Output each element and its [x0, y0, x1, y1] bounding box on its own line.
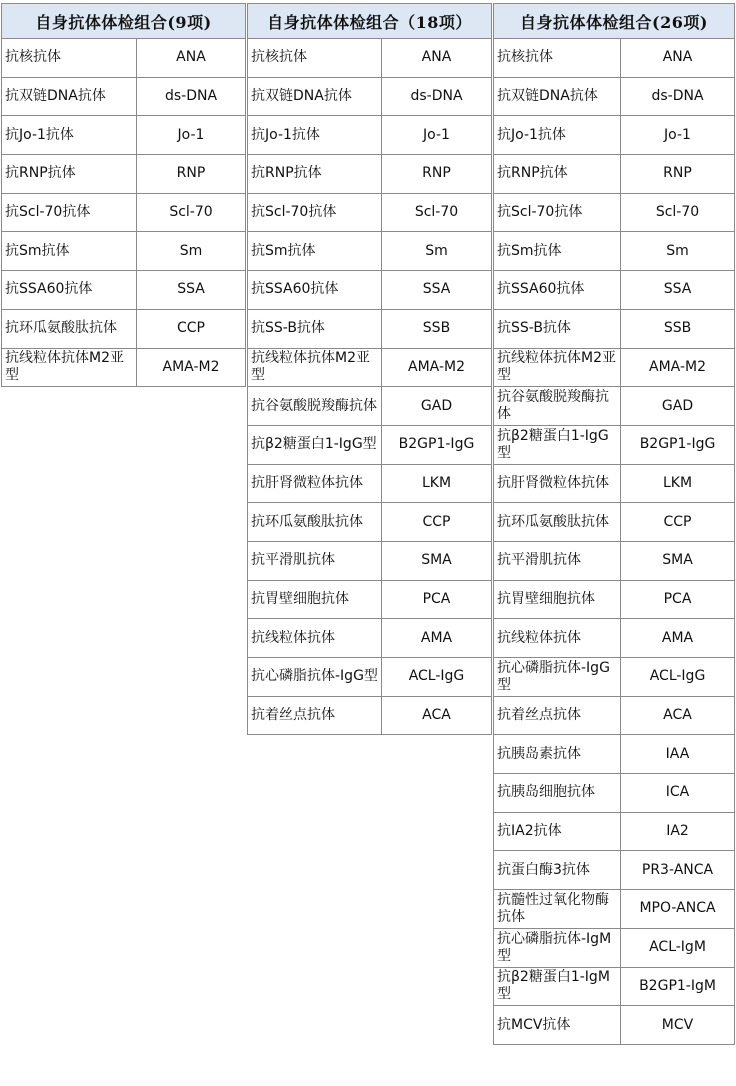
antibody-name: 抗双链DNA抗体	[494, 77, 621, 116]
antibody-name: 抗Jo-1抗体	[2, 116, 137, 155]
antibody-name: 抗Scl-70抗体	[2, 193, 137, 232]
table-row	[248, 580, 492, 619]
antibody-abbreviation: IA2	[621, 812, 735, 851]
antibody-abbreviation: RNP	[137, 155, 246, 194]
panel-26-items	[493, 3, 735, 1045]
panel-title: 自身抗体体检组合(26项)	[494, 4, 735, 39]
table-row	[494, 580, 735, 619]
table-row	[494, 890, 735, 929]
table-row	[494, 309, 735, 348]
antibody-abbreviation: ds-DNA	[621, 77, 735, 116]
antibody-name: 抗核抗体	[494, 39, 621, 78]
antibody-abbreviation: Jo-1	[382, 116, 492, 155]
antibody-name: 抗着丝点抗体	[494, 696, 621, 735]
table-row	[494, 193, 735, 232]
antibody-abbreviation: PR3-ANCA	[621, 851, 735, 890]
antibody-name: 抗MCV抗体	[494, 1006, 621, 1045]
antibody-name: 抗Jo-1抗体	[248, 116, 382, 155]
table-row	[248, 541, 492, 580]
antibody-name: 抗蛋白酶3抗体	[494, 851, 621, 890]
table-row	[494, 967, 735, 1006]
antibody-name: 抗SSA60抗体	[2, 271, 137, 310]
antibody-name: 抗心磷脂抗体-IgG型	[248, 658, 382, 697]
antibody-abbreviation: ACL-IgG	[621, 658, 735, 697]
antibody-abbreviation: ds-DNA	[382, 77, 492, 116]
antibody-abbreviation: IAA	[621, 735, 735, 774]
table-row	[2, 39, 246, 78]
antibody-name: 抗谷氨酸脱羧酶抗体	[494, 387, 621, 426]
antibody-abbreviation: ACL-IgM	[621, 928, 735, 967]
antibody-abbreviation: ICA	[621, 774, 735, 813]
antibody-abbreviation: Scl-70	[621, 193, 735, 232]
antibody-name: 抗IA2抗体	[494, 812, 621, 851]
table-row	[2, 77, 246, 116]
table-row	[248, 503, 492, 542]
antibody-abbreviation: Scl-70	[137, 193, 246, 232]
antibody-abbreviation: AMA	[382, 619, 492, 658]
antibody-name: 抗肝肾微粒体抗体	[248, 464, 382, 503]
antibody-abbreviation: B2GP1-IgM	[621, 967, 735, 1006]
table-row	[494, 464, 735, 503]
table-row	[494, 503, 735, 542]
panel-title: 自身抗体体检组合（18项）	[248, 4, 492, 39]
table-row	[248, 193, 492, 232]
antibody-abbreviation: RNP	[382, 155, 492, 194]
antibody-name: 抗线粒体抗体M2亚型	[494, 348, 621, 387]
antibody-abbreviation: SMA	[382, 541, 492, 580]
antibody-name: 抗SSA60抗体	[248, 271, 382, 310]
antibody-abbreviation: SMA	[621, 541, 735, 580]
antibody-name: 抗线粒体抗体M2亚型	[2, 348, 137, 387]
antibody-name: 抗Scl-70抗体	[248, 193, 382, 232]
antibody-name: 抗胰岛素抗体	[494, 735, 621, 774]
table-row	[248, 387, 492, 426]
antibody-abbreviation: PCA	[621, 580, 735, 619]
table-row	[494, 77, 735, 116]
antibody-abbreviation: MPO-ANCA	[621, 890, 735, 929]
antibody-name: 抗β2糖蛋白1-IgM型	[494, 967, 621, 1006]
antibody-name: 抗心磷脂抗体-IgM型	[494, 928, 621, 967]
table-row	[494, 851, 735, 890]
antibody-abbreviation: CCP	[137, 309, 246, 348]
table-row	[248, 348, 492, 387]
table-row	[248, 464, 492, 503]
table-row	[248, 77, 492, 116]
antibody-name: 抗环瓜氨酸肽抗体	[248, 503, 382, 542]
table-row	[494, 271, 735, 310]
antibody-abbreviation: SSB	[621, 309, 735, 348]
antibody-abbreviation: Scl-70	[382, 193, 492, 232]
antibody-abbreviation: SSA	[621, 271, 735, 310]
antibody-abbreviation: B2GP1-IgG	[621, 425, 735, 464]
table-row	[494, 155, 735, 194]
table-row	[2, 348, 246, 387]
panel-title: 自身抗体体检组合(9项)	[2, 4, 246, 39]
panel-9-items	[1, 3, 246, 387]
antibody-abbreviation: ACA	[382, 696, 492, 735]
antibody-abbreviation: Sm	[137, 232, 246, 271]
antibody-name: 抗环瓜氨酸肽抗体	[2, 309, 137, 348]
antibody-name: 抗核抗体	[248, 39, 382, 78]
antibody-name: 抗RNP抗体	[248, 155, 382, 194]
antibody-name: 抗β2糖蛋白1-IgG型	[248, 425, 382, 464]
table-row	[494, 39, 735, 78]
table-row	[494, 387, 735, 426]
table-row	[494, 696, 735, 735]
antibody-abbreviation: Sm	[621, 232, 735, 271]
antibody-abbreviation: RNP	[621, 155, 735, 194]
table-row	[248, 271, 492, 310]
antibody-abbreviation: LKM	[382, 464, 492, 503]
antibody-name: 抗着丝点抗体	[248, 696, 382, 735]
table-row	[494, 1006, 735, 1045]
antibody-abbreviation: SSB	[382, 309, 492, 348]
antibody-abbreviation: GAD	[382, 387, 492, 426]
antibody-abbreviation: Jo-1	[137, 116, 246, 155]
table-row	[494, 658, 735, 697]
antibody-abbreviation: SSA	[137, 271, 246, 310]
table-row	[494, 348, 735, 387]
antibody-name: 抗平滑肌抗体	[248, 541, 382, 580]
antibody-abbreviation: Jo-1	[621, 116, 735, 155]
antibody-name: 抗胰岛细胞抗体	[494, 774, 621, 813]
antibody-name: 抗谷氨酸脱羧酶抗体	[248, 387, 382, 426]
table-row	[2, 116, 246, 155]
antibody-abbreviation: B2GP1-IgG	[382, 425, 492, 464]
table-row	[2, 271, 246, 310]
antibody-abbreviation: GAD	[621, 387, 735, 426]
table-row	[494, 619, 735, 658]
antibody-name: 抗RNP抗体	[2, 155, 137, 194]
antibody-name: 抗胃壁细胞抗体	[248, 580, 382, 619]
antibody-abbreviation: CCP	[621, 503, 735, 542]
table-row	[494, 735, 735, 774]
table-row	[494, 425, 735, 464]
table-row	[248, 619, 492, 658]
table-row	[2, 155, 246, 194]
antibody-abbreviation: MCV	[621, 1006, 735, 1045]
antibody-name: 抗环瓜氨酸肽抗体	[494, 503, 621, 542]
antibody-name: 抗SS-B抗体	[494, 309, 621, 348]
table-row	[248, 232, 492, 271]
table-row	[248, 309, 492, 348]
antibody-abbreviation: ACL-IgG	[382, 658, 492, 697]
table-row	[494, 812, 735, 851]
antibody-name: 抗线粒体抗体M2亚型	[248, 348, 382, 387]
antibody-name: 抗β2糖蛋白1-IgG型	[494, 425, 621, 464]
antibody-name: 抗SSA60抗体	[494, 271, 621, 310]
antibody-name: 抗双链DNA抗体	[248, 77, 382, 116]
antibody-name: 抗心磷脂抗体-IgG型	[494, 658, 621, 697]
antibody-abbreviation: ANA	[137, 39, 246, 78]
antibody-abbreviation: ANA	[621, 39, 735, 78]
table-row	[494, 928, 735, 967]
antibody-abbreviation: AMA-M2	[137, 348, 246, 387]
antibody-name: 抗RNP抗体	[494, 155, 621, 194]
antibody-name: 抗双链DNA抗体	[2, 77, 137, 116]
antibody-name: 抗平滑肌抗体	[494, 541, 621, 580]
antibody-abbreviation: LKM	[621, 464, 735, 503]
antibody-name: 抗线粒体抗体	[494, 619, 621, 658]
antibody-abbreviation: ds-DNA	[137, 77, 246, 116]
table-row	[2, 309, 246, 348]
antibody-name: 抗髓性过氧化物酶抗体	[494, 890, 621, 929]
table-row	[494, 116, 735, 155]
table-row	[248, 696, 492, 735]
antibody-name: 抗核抗体	[2, 39, 137, 78]
antibody-abbreviation: ACA	[621, 696, 735, 735]
table-row	[248, 658, 492, 697]
antibody-name: 抗Sm抗体	[248, 232, 382, 271]
table-row	[248, 155, 492, 194]
antibody-abbreviation: AMA-M2	[621, 348, 735, 387]
antibody-name: 抗肝肾微粒体抗体	[494, 464, 621, 503]
table-row	[248, 116, 492, 155]
table-row	[494, 541, 735, 580]
table-row	[248, 39, 492, 78]
antibody-name: 抗线粒体抗体	[248, 619, 382, 658]
antibody-abbreviation: SSA	[382, 271, 492, 310]
antibody-abbreviation: Sm	[382, 232, 492, 271]
antibody-abbreviation: CCP	[382, 503, 492, 542]
table-row	[2, 193, 246, 232]
antibody-abbreviation: AMA-M2	[382, 348, 492, 387]
antibody-abbreviation: AMA	[621, 619, 735, 658]
table-row	[494, 774, 735, 813]
table-row	[494, 232, 735, 271]
antibody-name: 抗Scl-70抗体	[494, 193, 621, 232]
table-row	[2, 232, 246, 271]
panel-18-items	[247, 3, 492, 735]
antibody-abbreviation: PCA	[382, 580, 492, 619]
antibody-name: 抗SS-B抗体	[248, 309, 382, 348]
antibody-abbreviation: ANA	[382, 39, 492, 78]
antibody-name: 抗胃壁细胞抗体	[494, 580, 621, 619]
antibody-name: 抗Jo-1抗体	[494, 116, 621, 155]
antibody-name: 抗Sm抗体	[2, 232, 137, 271]
antibody-name: 抗Sm抗体	[494, 232, 621, 271]
table-row	[248, 425, 492, 464]
